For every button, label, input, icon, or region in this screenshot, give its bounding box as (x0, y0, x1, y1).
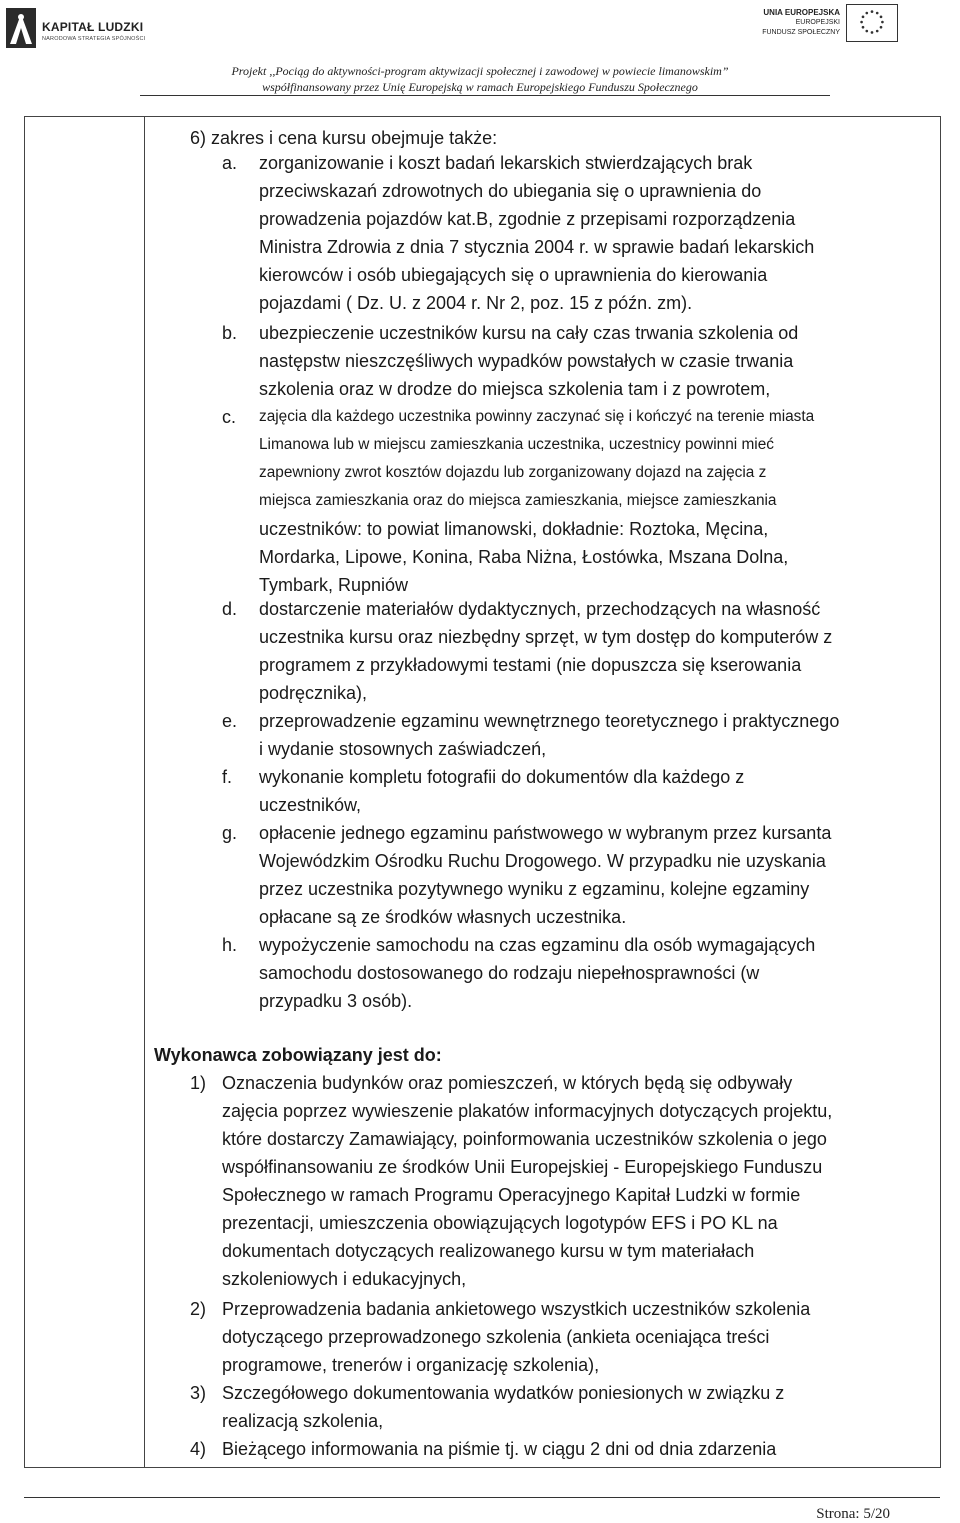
list-item-line: programowe, trenerów i organizację szkolenia), (222, 1355, 600, 1375)
list-marker: 2) (190, 1299, 207, 1319)
list-item-line: samochodu dostosowanego do rodzaju niepełnosprawności (w (259, 963, 760, 983)
list-item-line: Przeprowadzenia badania ankietowego wszystkich uczestników szkolenia (222, 1299, 811, 1319)
page-number: Strona: 5/20 (816, 1506, 890, 1522)
list-marker: h. (222, 935, 238, 955)
list-item-line: miejsca zamieszkania oraz do miejsca zamieszkania, miejsce zamieszkania (259, 492, 777, 509)
list-item-line: uczestników: to powiat limanowski, dokładnie: Roztoka, Męcina, (259, 519, 769, 539)
footer-divider (24, 1497, 940, 1498)
list-item-line: opłacane są ze środków własnych uczestnika. (259, 907, 627, 927)
list-item-line: dokumentach dotyczących realizowanego kursu w tym materiałach (222, 1241, 755, 1261)
list-item-line: programem z przykładowymi testami (nie dopuszcza się kserowania (259, 655, 802, 675)
list-marker: 1) (190, 1073, 207, 1093)
list-item-line: szkoleniowych i edukacyjnych, (222, 1269, 467, 1289)
list-item-line: ubezpieczenie uczestników kursu na cały czas trwania szkolenia od (259, 323, 799, 343)
list-item-line: Mordarka, Lipowe, Konina, Raba Niżna, Łostówka, Mszana Dolna, (259, 547, 789, 567)
logo-right-line1: UNIA EUROPEJSKA (763, 8, 840, 17)
project-funding: współfinansowany przez Unię Europejską w ramach Europejskiego Funduszu Społecznego (262, 80, 698, 94)
list-item-line: przeprowadzenie egzaminu wewnętrznego teoretycznego i praktycznego (259, 711, 840, 731)
list-item-line: Wojewódzkim Ośrodku Ruchu Drogowego. W przypadku nie uzyskania (259, 851, 826, 871)
list-item-line: współfinansowaniu ze środków Unii Europejskiej - Europejskiego Funduszu (222, 1157, 823, 1177)
contractor-heading: Wykonawca zobowiązany jest do: (154, 1045, 442, 1065)
list-item-line: szkolenia oraz w drodze do miejsca szkolenia tam i z powrotem, (259, 379, 771, 399)
eu-logo (738, 4, 898, 44)
list-item-line: zajęcia dla każdego uczestnika powinny zaczynać się i kończyć na terenie miasta (259, 408, 815, 425)
list-item-line: uczestnika kursu oraz niezbędny sprzęt, w tym dostęp do komputerów z (259, 627, 833, 647)
list-item-line: zajęcia poprzez wywieszenie plakatów informacyjnych dotyczących projektu, (222, 1101, 833, 1121)
kapital-ludzki-logo (6, 6, 146, 52)
list-item-line: Społecznego w ramach Programu Operacyjnego Kapitał Ludzki w formie (222, 1185, 801, 1205)
list-marker: f. (222, 767, 233, 787)
list-item-line: uczestników, (259, 795, 362, 815)
list-item-line: dotyczącego przeprowadzonego szkolenia (ankieta oceniająca treści (222, 1327, 770, 1347)
list-marker: d. (222, 599, 238, 619)
list-item-line: Oznaczenia budynków oraz pomieszczeń, w których będą się odbywały (222, 1073, 793, 1093)
list-marker: c. (222, 407, 237, 427)
list-item-line: realizacją szkolenia, (222, 1411, 384, 1431)
list-item-line: i wydanie stosownych zaświadczeń, (259, 739, 547, 759)
list-item-line: pojazdami ( Dz. U. z 2004 r. Nr 2, poz. 15 z późn. zm). (259, 293, 693, 313)
list-item-line: które dostarczy Zamawiający, poinformowania uczestników szkolenia o jego (222, 1129, 827, 1149)
eu-flag-icon (846, 4, 898, 42)
table-column-divider (144, 116, 145, 1468)
list-item-line: Limanowa lub w miejscu zamieszkania uczestnika, uczestnicy powinni mieć (259, 436, 774, 453)
logo-right-line2: EUROPEJSKI (795, 19, 840, 26)
list-marker: a. (222, 153, 238, 173)
list-item-line: podręcznika), (259, 683, 368, 703)
list-item-line: następstw nieszczęśliwych wypadków powstałych w czasie trwania (259, 351, 794, 371)
list-item-line: Bieżącego informowania na piśmie tj. w ciągu 2 dni od dnia zdarzenia (222, 1439, 777, 1459)
list-marker: b. (222, 323, 238, 343)
project-title: Projekt ,,Pociąg do aktywności-program aktywizacji społecznej i zawodowej w powiecie limanowskim” (231, 64, 729, 78)
list-item-line: wykonanie kompletu fotografii do dokumentów dla każdego z (259, 767, 745, 787)
list-marker: g. (222, 823, 238, 843)
list-item-line: wypożyczenie samochodu na czas egzaminu dla osób wymagających (259, 935, 816, 955)
list-item-line: prowadzenia pojazdów kat.B, zgodnie z przepisami rozporządzenia (259, 209, 796, 229)
list-marker: 3) (190, 1383, 207, 1403)
list-item-line: dostarczenie materiałów dydaktycznych, przechodzących na własność (259, 599, 821, 619)
list-item-line: zapewniony zwrot kosztów dojazdu lub zorganizowany dojazd na zajęcia z (259, 464, 767, 481)
list-item-line: przez uczestnika pozytywnego wyniku z egzaminu, kolejne egzaminy (259, 879, 810, 899)
list-item-line: przeciwskazań zdrowotnych do ubiegania się o uprawnienia do (259, 181, 762, 201)
list-marker: 4) (190, 1439, 207, 1459)
list-item-line: przypadku 3 osób). (259, 991, 413, 1011)
list-marker: e. (222, 711, 238, 731)
logo-left-subtitle: NARODOWA STRATEGIA SPÓJNOŚCI (42, 36, 146, 42)
list-item-line: Ministra Zdrowia z dnia 7 stycznia 2004 r. w sprawie badań lekarskich (259, 237, 815, 257)
logo-left-title: KAPITAŁ LUDZKI (42, 20, 144, 34)
logo-right-line3: FUNDUSZ SPOŁECZNY (762, 29, 840, 36)
list-item-line: opłacenie jednego egzaminu państwowego w wybranym przez kursanta (259, 823, 832, 843)
section-6-heading: 6) zakres i cena kursu obejmuje także: (190, 128, 498, 148)
list-item-line: Szczegółowego dokumentowania wydatków poniesionych w związku z (222, 1383, 785, 1403)
list-item-line: zorganizowanie i koszt badań lekarskich stwierdzających brak (259, 153, 753, 173)
list-item-line: kierowców i osób ubiegających się o uprawnienia do kierowania (259, 265, 768, 285)
kapital-ludzki-icon (6, 8, 36, 48)
header-divider (140, 95, 830, 96)
list-item-line: prezentacji, umieszczenia obowiązujących logotypów EFS i PO KL na (222, 1213, 778, 1233)
table-frame (24, 116, 941, 1468)
list-item-line: Tymbark, Rupniów (259, 575, 409, 595)
